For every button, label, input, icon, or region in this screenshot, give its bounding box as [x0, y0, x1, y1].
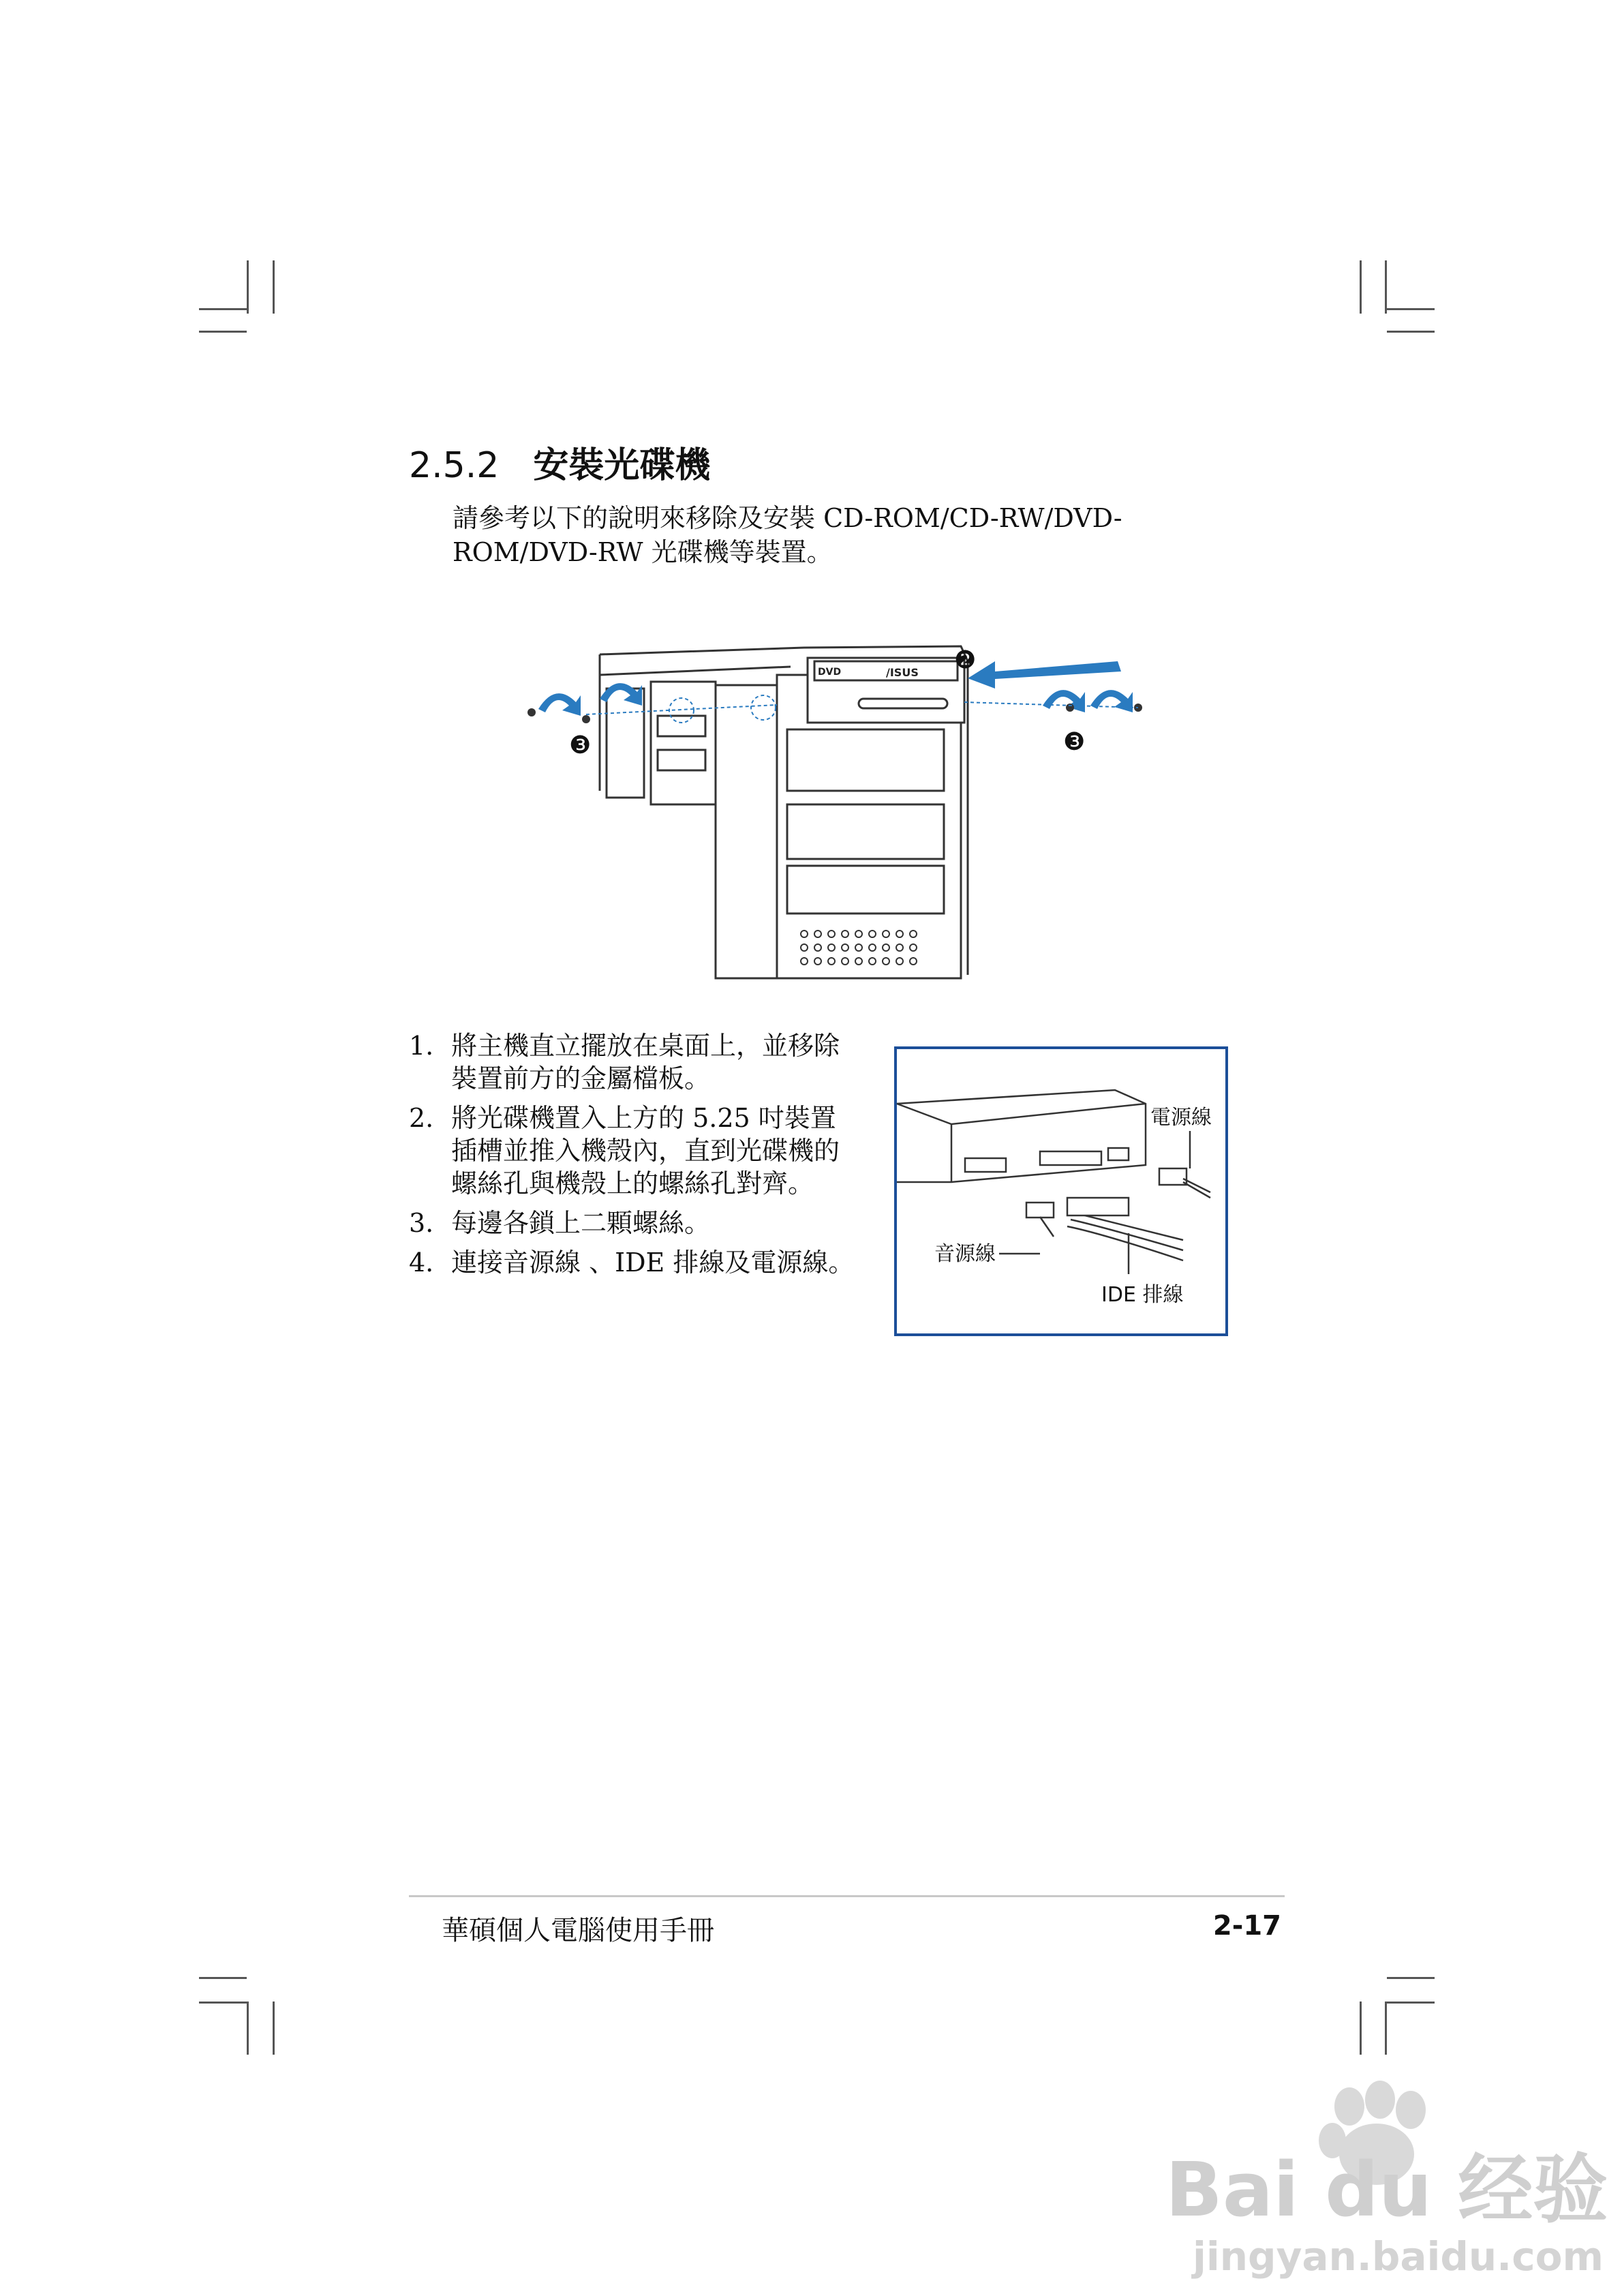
callout-screw-right: ❸ [1063, 728, 1086, 756]
step-number: 2. [409, 1103, 434, 1133]
section-title: 安裝光碟機 [533, 445, 711, 486]
step-text: 將主機直立擺放在桌面上，並移除裝置前方的金屬檔板。 [451, 1031, 840, 1093]
rotate-arrow-icon [538, 683, 642, 716]
footer-rule [409, 1895, 1285, 1897]
step-number: 4. [409, 1248, 434, 1278]
push-arrow-icon [968, 661, 1121, 689]
chassis-illustration [518, 634, 1199, 982]
crop-mark [1387, 2002, 1435, 2004]
crop-mark [1387, 308, 1435, 310]
crop-mark [273, 260, 275, 314]
callout-screw-left: ❸ [569, 731, 592, 759]
crop-mark [199, 331, 247, 333]
crop-mark [1385, 2002, 1387, 2055]
label-audio-cable: 音源線 [934, 1242, 996, 1266]
step-text: 將光碟機置入上方的 5.25 吋裝置插槽並推入機殼內，直到光碟機的螺絲孔與機殼上的螺絲孔對齊。 [451, 1103, 840, 1198]
label-ide-cable: IDE 排線 [1101, 1283, 1184, 1307]
crop-mark [273, 2002, 275, 2055]
callout-push: ❷ [954, 646, 977, 674]
list-item [409, 1246, 859, 1279]
crop-mark [247, 260, 249, 314]
steps-list [409, 1029, 859, 1286]
label-power-cable: 電源線 [1150, 1106, 1212, 1130]
step-text: 每邊各鎖上二顆螺絲。 [451, 1208, 711, 1238]
section-number: 2.5.2 [409, 445, 500, 486]
crop-mark [247, 2002, 249, 2055]
step-number: 1. [409, 1031, 434, 1061]
step-text: 連接音源線 、IDE 排線及電源線。 [451, 1248, 855, 1278]
watermark-logo-text: Bai du 经验 [1165, 2146, 1608, 2233]
crop-mark [199, 1977, 247, 1979]
drive-dvd-label: DVD [818, 667, 842, 678]
watermark-url: jingyan.baidu.com [1193, 2233, 1604, 2280]
crop-mark [1360, 2002, 1362, 2055]
list-item [409, 1102, 859, 1200]
cable-connection-inset [894, 1046, 1228, 1336]
drive-brand-label: /ISUS [886, 666, 919, 679]
crop-mark [1385, 260, 1387, 314]
crop-mark [1387, 331, 1435, 333]
crop-mark [199, 308, 247, 310]
baidu-watermark [1152, 2079, 1608, 2284]
page-number: 2-17 [1212, 1910, 1281, 1942]
footer-title: 華碩個人電腦使用手冊 [442, 1915, 714, 1946]
crop-mark [1387, 1977, 1435, 1979]
crop-mark [199, 2002, 247, 2004]
step-number: 3. [409, 1208, 434, 1238]
rotate-arrow-icon [1043, 690, 1133, 712]
section-heading [409, 436, 710, 487]
list-item [409, 1029, 859, 1095]
intro-paragraph: 請參考以下的說明來移除及安裝 CD-ROM/CD-RW/DVD-ROM/DVD-RW 光碟機等裝置。 [453, 503, 1122, 567]
crop-mark [1360, 260, 1362, 314]
list-item [409, 1207, 859, 1239]
